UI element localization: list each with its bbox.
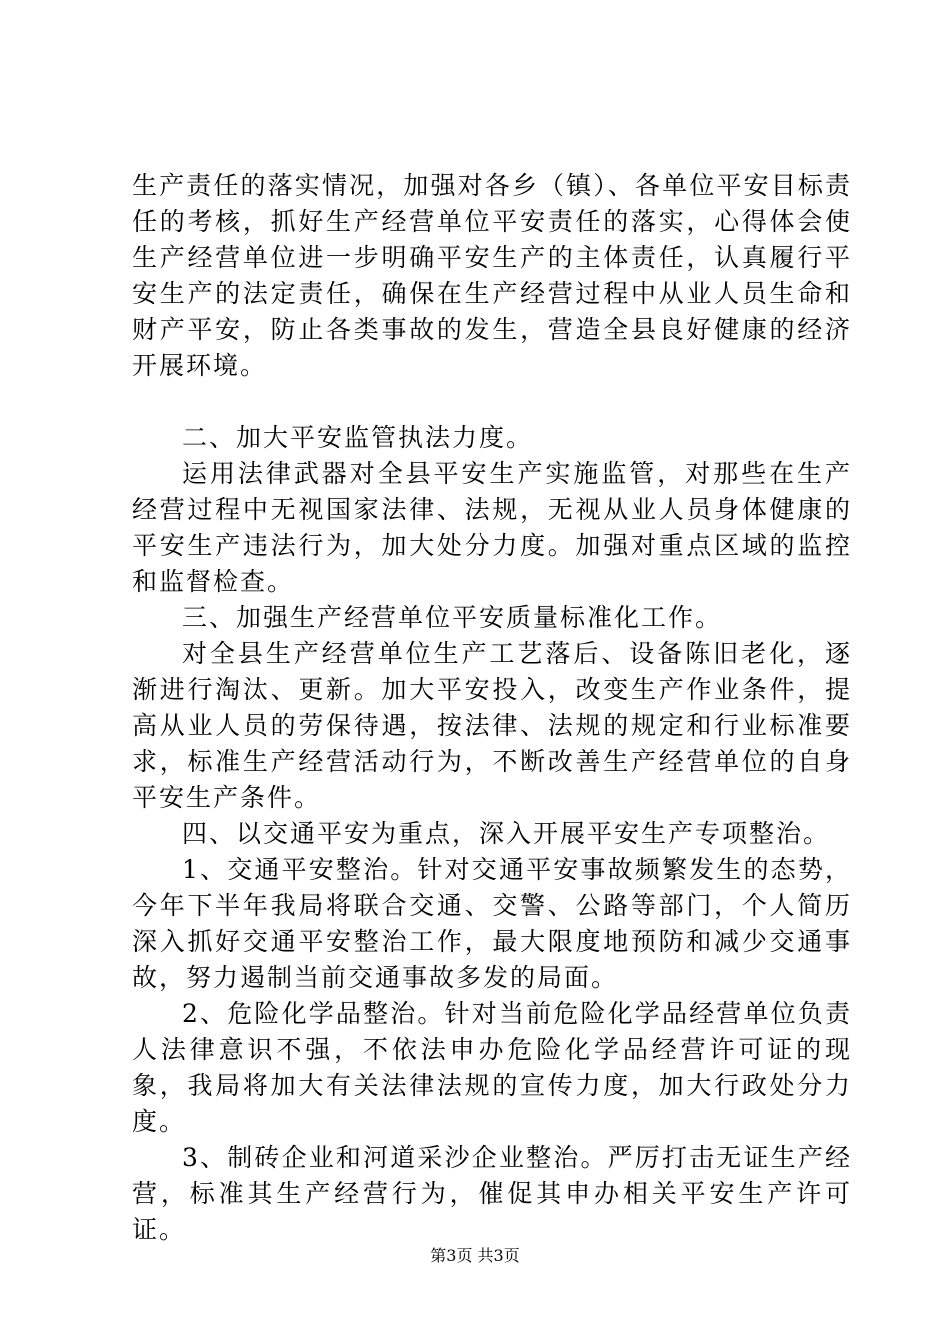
section-heading-3: 三、加强生产经营单位平安质量标准化工作。 [182,603,723,632]
section-heading-4: 四、以交通平安为重点，深入开展平安生产专项整治。 [182,819,831,848]
paragraph: 运用法律武器对全县平安生产实施监管，对那些在生产经营过程中无视国家法律、法规，无视从业人员身体健康的平安生产违法行为，加大处分力度。加强对重点区域的监控和监督检查。 [132,459,852,596]
document-body [132,168,852,1248]
list-item: 2、危险化学品整治。针对当前危险化学品经营单位负责人法律意识不强，不依法申办危险化学品经营许可证的现象，我局将加大有关法律法规的宣传力度，加大行政处分力度。 [132,999,852,1136]
list-item: 3、制砖企业和河道采沙企业整治。严厉打击无证生产经营，标准其生产经营行为，催促其申办相关平安生产许可证。 [132,1143,852,1244]
paragraph-gap [132,384,852,420]
section-heading-2: 二、加大平安监管执法力度。 [182,423,534,452]
list-item: 1、交通平安整治。针对交通平安事故频繁发生的态势，今年下半年我局将联合交通、交警、公路等部门，个人简历深入抓好交通平安整治工作，最大限度地预防和减少交通事故，努力遏制当前交通事故多发的局面。 [132,855,852,992]
paragraph: 对全县生产经营单位生产工艺落后、设备陈旧老化，逐渐进行淘汰、更新。加大平安投入，改变生产作业条件，提高从业人员的劳保待遇，按法律、法规的规定和行业标准要求，标准生产经营活动行为，不断改善生产经营单位的自身平安生产条件。 [132,639,852,812]
page-footer: 第3页 共3页 [430,1246,520,1265]
paragraph-continuation: 生产责任的落实情况，加强对各乡（镇）、各单位平安目标责任的考核，抓好生产经营单位平安责任的落实，心得体会使生产经营单位进一步明确平安生产的主体责任，认真履行平安生产的法定责任，确保在生产经营过程中从业人员生命和财产平安，防止各类事故的发生，营造全县良好健康的经济开展环境。 [132,171,852,380]
